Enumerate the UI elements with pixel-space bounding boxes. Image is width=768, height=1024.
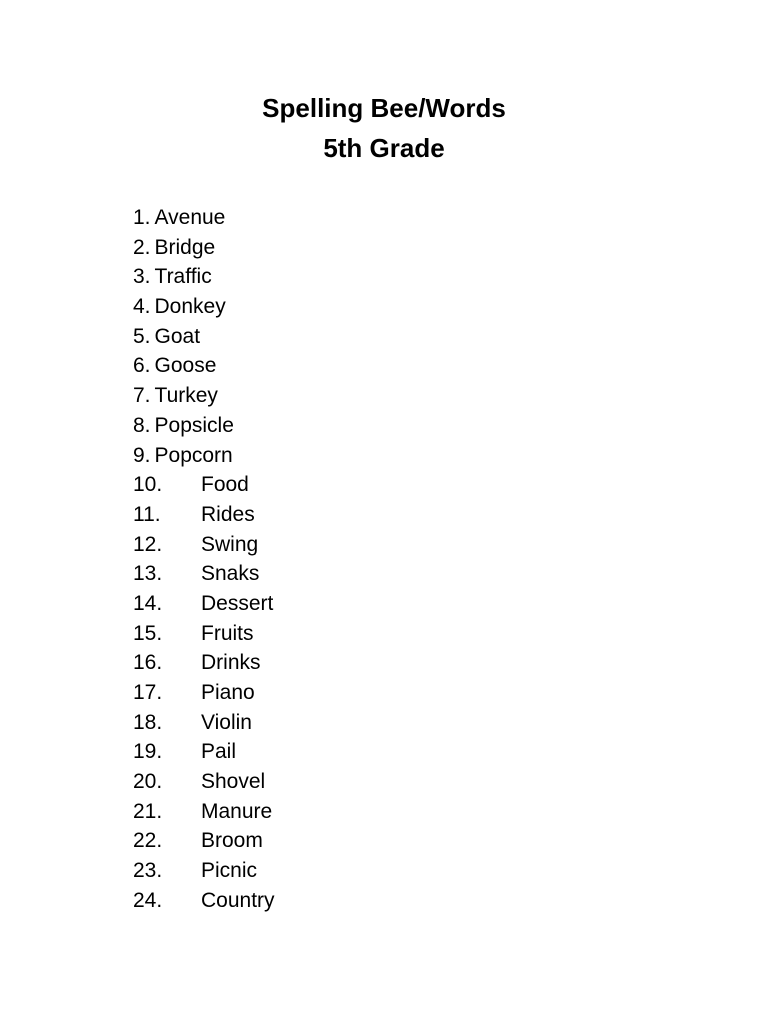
item-number: 2. — [133, 235, 151, 259]
item-number: 6. — [133, 354, 151, 378]
list-item — [133, 708, 275, 738]
item-number: 20. — [133, 770, 163, 794]
item-number: 19. — [133, 740, 163, 764]
list-item — [133, 322, 275, 352]
item-number: 7. — [133, 384, 151, 408]
list-item — [133, 530, 275, 560]
item-number: 15. — [133, 621, 163, 645]
list-item — [133, 233, 275, 263]
list-item — [133, 619, 275, 649]
spelling-word: Rides — [201, 502, 255, 526]
item-number: 8. — [133, 413, 151, 437]
list-item — [133, 678, 275, 708]
title-line-2: 5th Grade — [323, 133, 445, 163]
item-number: 5. — [133, 324, 151, 348]
list-item — [133, 292, 275, 322]
item-number: 22. — [133, 829, 163, 853]
list-item — [133, 559, 275, 589]
list-item — [133, 648, 275, 678]
list-item — [133, 797, 275, 827]
list-item — [133, 886, 275, 916]
spelling-word: Drinks — [201, 651, 261, 675]
list-item — [133, 411, 275, 441]
spelling-word: Food — [201, 473, 249, 497]
list-item — [133, 441, 275, 471]
item-number: 16. — [133, 651, 163, 675]
item-number: 12. — [133, 532, 163, 556]
item-number: 3. — [133, 265, 151, 289]
list-item — [133, 203, 275, 233]
item-number: 21. — [133, 799, 163, 823]
item-number: 17. — [133, 681, 163, 704]
spelling-word: Broom — [201, 829, 263, 853]
list-item — [133, 589, 275, 619]
list-item — [133, 737, 275, 767]
list-item — [133, 381, 275, 411]
item-number: 18. — [133, 710, 163, 734]
list-item — [133, 826, 275, 856]
item-number: 1. — [133, 206, 151, 229]
spelling-word: Swing — [201, 532, 259, 556]
spelling-word: Pail — [201, 740, 237, 764]
spelling-word: Traffic — [154, 265, 212, 289]
spelling-word: Picnic — [201, 859, 258, 883]
spelling-word: Snaks — [201, 562, 260, 586]
spelling-word: Avenue — [154, 206, 226, 229]
item-number: 10. — [133, 473, 163, 497]
list-item — [133, 767, 275, 797]
spelling-word-list — [133, 203, 275, 916]
spelling-word: Fruits — [201, 621, 254, 645]
item-number: 24. — [133, 888, 163, 912]
spelling-word: Turkey — [154, 384, 218, 408]
item-number: 14. — [133, 591, 163, 615]
spelling-word: Goose — [154, 354, 217, 378]
spelling-word: Violin — [201, 710, 252, 734]
spelling-word: Popsicle — [154, 413, 234, 437]
list-item — [133, 351, 275, 381]
spelling-word: Goat — [154, 324, 201, 348]
spelling-word: Shovel — [201, 770, 266, 794]
list-item — [133, 262, 275, 292]
spelling-word: Country — [201, 888, 275, 912]
list-item — [133, 856, 275, 886]
spelling-word: Manure — [201, 799, 273, 823]
item-number: 13. — [133, 562, 163, 586]
title-line-1: Spelling Bee/Words — [262, 93, 506, 123]
spelling-word: Popcorn — [154, 443, 233, 467]
spelling-word: Dessert — [201, 591, 274, 615]
spelling-word: Donkey — [154, 295, 226, 319]
document-title — [0, 88, 768, 168]
spelling-word: Bridge — [154, 235, 216, 259]
item-number: 9. — [133, 443, 151, 467]
item-number: 11. — [133, 502, 161, 526]
list-item — [133, 470, 275, 500]
spelling-word: Piano — [201, 681, 255, 704]
item-number: 23. — [133, 859, 163, 883]
item-number: 4. — [133, 295, 151, 319]
list-item — [133, 500, 275, 530]
